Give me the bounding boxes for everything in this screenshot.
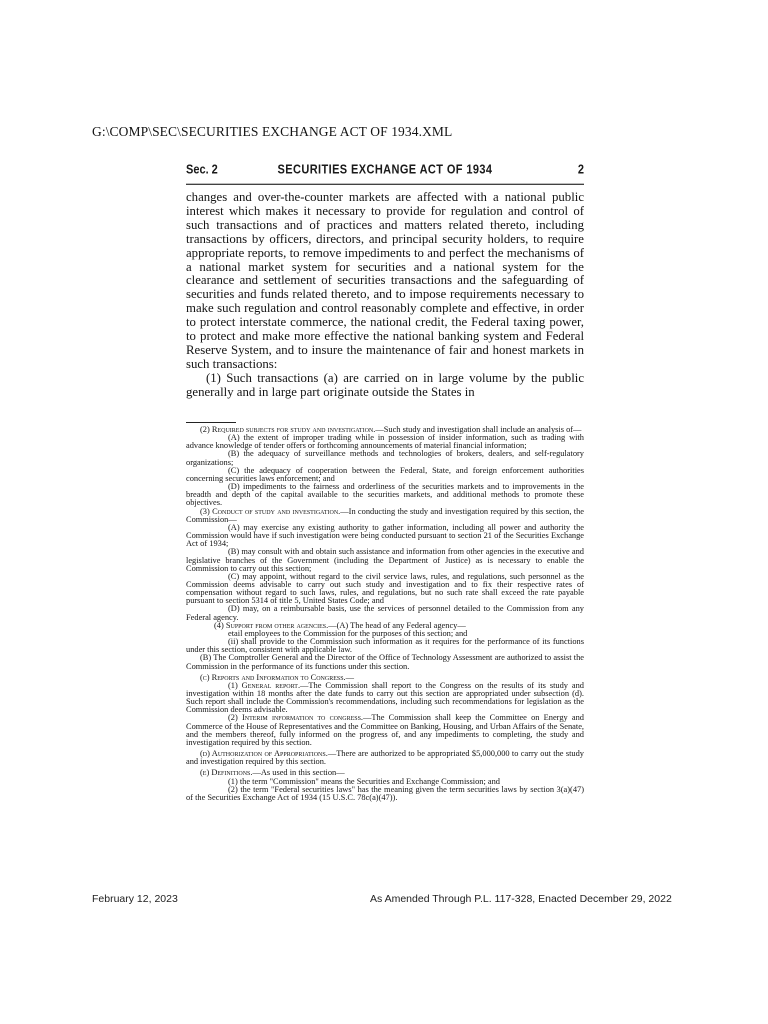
footnote-rule: [186, 422, 236, 423]
note-paragraph: (B) The Comptroller General and the Director of the Office of Technology Assessment are authorized to assist the Commission in the performance of its functions under this section.: [186, 653, 584, 671]
note-heading: (2) Required subjects for study and investigation.: [200, 425, 376, 434]
note-paragraph: (1) the term "Commission" means the Securities and Exchange Commission; and: [228, 776, 500, 786]
note-paragraph: (2) the term "Federal securities laws" has the meaning given the term securities laws by section 3(a)(47) of the Securities Exchange Act of 1934 (15 U.S.C. 78c(a)(47)).: [186, 784, 584, 802]
running-title: SECURITIES EXCHANGE ACT OF 1934: [277, 163, 493, 177]
note-heading: (1) General report.: [228, 680, 301, 690]
note-heading: (c) Reports and Information to Congress.: [200, 672, 346, 682]
body-paragraph: changes and over-the-counter markets are affected with a national public interest which makes it necessary to provide for regulation and control of such transactions and of practices and matters related thereto, including transactions by officers, directors, and principal security holders, to require appropriate reports, to remove impediments to and perfect the mechanisms of a national market system for securities and a national system for the clearance and settlement of securities transactions and the safeguarding of securities and funds related thereto, and to impose requirements necessary to make such regulation and control reasonably complete and effective, in order to protect interstate commerce, the national credit, the Federal taxing power, to protect and make more effective the national banking system and Federal Reserve System, and to insure the maintenance of fair and honest markets in such transactions:: [186, 190, 584, 371]
note-heading: (4) Support from other agencies.: [214, 620, 329, 630]
note-text: —As used in this section—: [252, 768, 345, 778]
note-text: —The Commission shall report to the Congress on the results of its study and investigation within 18 months after the date funds to carry out this section are appropriated under subsection (d). Such report shall include the Commission's recommendations, including such recommendations for legislation as the Commission deems advisable.: [186, 680, 584, 715]
note-heading: (3) Conduct of study and investigation.: [200, 506, 341, 516]
note-paragraph: (B) the adequacy of surveillance methods and technologies of brokers, dealers, and self-regulatory organizations;: [186, 449, 584, 467]
note-paragraph: (C) may appoint, without regard to the civil service laws, rules, and regulations, such personnel as the Commission deems advisable to carry out such study and investigation and to fix their respective rates of compensation without regard to such laws, rules, and regulations, but no such rate shall exceed the rate payable pursuant to section 5314 of title 5, United States Code; and: [186, 571, 584, 606]
running-head: [186, 163, 584, 185]
note-paragraph: [186, 508, 584, 524]
note-paragraph: (C) the adequacy of cooperation between the Federal, State, and foreign enforcement authorities concerning securities laws enforcement; and: [186, 465, 584, 483]
footer-amended: As Amended Through P.L. 117-328, Enacted December 29, 2022: [370, 893, 672, 905]
note-heading: (d) Authorization of Appropriations.: [200, 749, 328, 759]
note-paragraph: [186, 682, 584, 715]
note-paragraph: (B) may consult with and obtain such assistance and information from other agencies in the executive and legislative branches of the Government (including the Department of Justice) as is necessary to enable the Commission to carry out this section;: [186, 547, 584, 573]
note-text: —: [345, 672, 355, 682]
note-text: —(A) The head of any Federal agency—: [328, 620, 466, 630]
body-paragraph: (1) Such transactions (a) are carried on in large volume by the public generally and in large part originate outside the States in: [186, 370, 584, 399]
note-text: —Such study and investigation shall include an analysis of—: [375, 425, 582, 434]
note-text: —The Commission shall keep the Committee on Energy and Commerce of the House of Representatives and the Committee on Banking, Housing, and Urban Affairs of the Senate, and the members thereof, fully informed on the progress of, and any impediments to completing, the study and investigation required by this section.: [186, 713, 584, 747]
note-heading: (e) Definitions.: [200, 768, 253, 778]
footer-date: February 12, 2023: [92, 893, 178, 905]
footnotes: [186, 426, 584, 802]
page-number: 2: [577, 163, 584, 177]
note-text: —In conducting the study and investigation required by this section, the Commission—: [186, 506, 584, 524]
file-path: G:\COMP\SEC\SECURITIES EXCHANGE ACT OF 1934.XML: [92, 124, 453, 139]
note-text: —There are authorized to be appropriated $5,000,000 to carry out the study and investigation required by this section.: [186, 749, 584, 767]
note-paragraph: (A) the extent of improper trading while in possession of insider information, such as trading with advance knowledge of tender offers or forthcoming announcements of material financial information;: [186, 433, 584, 451]
note-paragraph: etail employees to the Commission for the purposes of this section; and: [228, 628, 468, 638]
note-paragraph: (A) may exercise any existing authority to gather information, including all power and authority the Commission would have if such investigation were being conducted pursuant to section 21 of the Securities Exchange Act of 1934;: [186, 522, 584, 549]
section-label: Sec. 2: [186, 163, 218, 177]
note-paragraph: [186, 750, 584, 766]
note-paragraph: [186, 714, 584, 747]
body-text: [186, 191, 584, 400]
note-paragraph: (D) may, on a reimbursable basis, use the services of personnel detailed to the Commission from any Federal agency.: [186, 604, 584, 622]
note-paragraph: (ii) shall provide to the Commission such information as it requires for the performance of its functions under this section, consistent with applicable law.: [186, 637, 584, 655]
note-heading: (2) Interim information to congress.: [228, 713, 364, 723]
note-paragraph: (D) impediments to the fairness and orderliness of the securities markets and to improvements in the breadth and depth of the capital available to the securities markets, and additional methods to promote these objectives.: [186, 482, 584, 508]
